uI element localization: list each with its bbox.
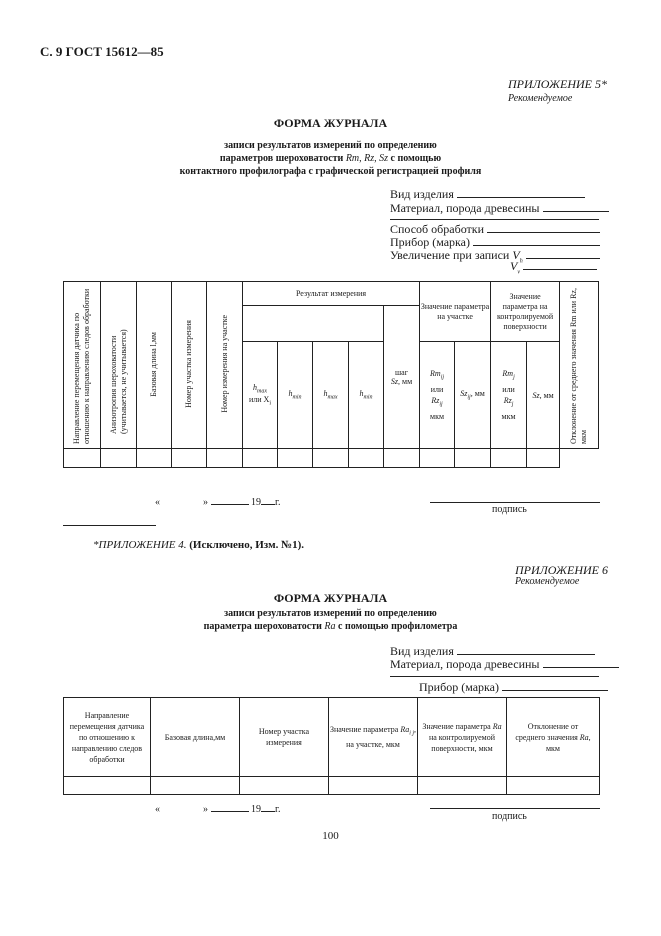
data-cell[interactable] bbox=[64, 449, 101, 468]
date6-year-line[interactable] bbox=[261, 800, 275, 812]
data-cell[interactable] bbox=[64, 777, 151, 795]
appendix6-date bbox=[155, 800, 280, 815]
appendix5-date bbox=[155, 493, 280, 508]
date-suffix: г. bbox=[275, 497, 281, 508]
field-device-label: Прибор (марка) bbox=[390, 235, 470, 249]
appendix5-label: ПРИЛОЖЕНИЕ 5* bbox=[508, 77, 607, 91]
field6-item-label: Вид изделия bbox=[390, 644, 454, 658]
col6-surf-a: Значение параметра bbox=[422, 721, 493, 731]
footnote-bold: (Исключено, Изм. №1). bbox=[189, 539, 305, 551]
rm-ij-text: Rm bbox=[430, 369, 441, 379]
step-sz: Sz bbox=[390, 377, 399, 386]
or1: или bbox=[430, 385, 444, 394]
data-cell[interactable] bbox=[384, 449, 420, 468]
field-material-line[interactable] bbox=[543, 200, 609, 212]
step-value bbox=[384, 377, 419, 386]
appendix5-subtitle-line1: записи результатов измерений по определению bbox=[224, 140, 437, 151]
hmin2-sub: min bbox=[363, 394, 373, 401]
hmax-h: h bbox=[253, 383, 257, 393]
field-item-line[interactable] bbox=[457, 186, 585, 198]
sz-ij-text: Sz bbox=[460, 389, 468, 399]
data-cell[interactable] bbox=[420, 449, 455, 468]
col-sz-ij bbox=[455, 342, 491, 449]
field6-device-line[interactable] bbox=[502, 679, 608, 691]
subtitle6-text-a: параметра шероховатости bbox=[203, 621, 325, 632]
col6-deviation bbox=[507, 698, 600, 777]
date6-quote-close: » bbox=[203, 804, 208, 815]
appendix5-status: Рекомендуемое bbox=[508, 93, 573, 104]
group-section-value: Значение параметра на участке bbox=[420, 282, 491, 342]
rz-j bbox=[491, 395, 526, 411]
rz-ij-text: Rz bbox=[431, 396, 440, 405]
data-cell[interactable] bbox=[240, 777, 329, 795]
rz-ij-sub: ij bbox=[439, 401, 443, 408]
hmax2-h: h bbox=[323, 389, 328, 399]
col6-sv-sub: i j bbox=[409, 730, 415, 737]
subtitle-params: Rm, Rz, Sz bbox=[345, 153, 389, 164]
rm-ij bbox=[420, 368, 454, 384]
col-measure-no bbox=[207, 282, 243, 449]
data-cell[interactable] bbox=[137, 449, 172, 468]
page-number: 100 bbox=[322, 830, 339, 842]
field-method-label: Способ обработки bbox=[390, 222, 485, 236]
col6-sv-b: , на участке, мкм bbox=[346, 724, 417, 750]
field-blank-line[interactable] bbox=[390, 219, 599, 220]
rm-ij-sub: ij bbox=[440, 375, 445, 381]
data-cell[interactable] bbox=[455, 449, 491, 468]
rz-ij bbox=[420, 395, 454, 411]
date6-year: 19 bbox=[251, 804, 261, 815]
rz-j-text: Rz bbox=[503, 396, 512, 405]
date-quote-open: « bbox=[155, 497, 160, 508]
data-cell[interactable] bbox=[527, 449, 560, 468]
col-hmin2 bbox=[349, 342, 384, 449]
appendix6-subtitle-line2 bbox=[0, 620, 661, 633]
rm-j bbox=[491, 368, 526, 384]
vv-letter: V bbox=[510, 259, 518, 273]
date6-suffix: г. bbox=[275, 804, 281, 815]
footnote bbox=[93, 539, 304, 551]
col-hmax2 bbox=[313, 342, 349, 449]
x-sub: i bbox=[269, 400, 271, 407]
field6-device-label: Прибор (марка) bbox=[419, 680, 499, 694]
col-sz bbox=[527, 342, 560, 449]
col6-base-length: Базовая длина,мм bbox=[151, 698, 240, 777]
date-year: 19 bbox=[251, 497, 261, 508]
col-anisotropy bbox=[101, 282, 137, 449]
col-anisotropy-text: Анизотропия шероховатости (учитывается, не учитывается) bbox=[108, 329, 128, 434]
or-x bbox=[243, 395, 277, 407]
step-unit: , мм bbox=[398, 377, 413, 386]
field6-item-line[interactable] bbox=[457, 643, 595, 655]
col6-sv-ra: Ra bbox=[400, 724, 410, 734]
appendix6-table bbox=[63, 697, 600, 795]
hmin2-h: h bbox=[359, 389, 364, 399]
mkm2: мкм bbox=[501, 411, 516, 421]
col6-dev-ra: Ra bbox=[579, 732, 589, 742]
result-subheader bbox=[243, 306, 384, 342]
field-vv[interactable] bbox=[510, 258, 597, 275]
col-measure-no-text: Номер измерения на участке bbox=[219, 315, 229, 413]
footnote-italic: *ПРИЛОЖЕНИЕ 4. bbox=[93, 539, 187, 551]
data-cell[interactable] bbox=[172, 449, 207, 468]
col-section-no-text: Номер участка измерения bbox=[184, 320, 193, 408]
appendix5-signature-line[interactable] bbox=[430, 502, 600, 503]
appendix5-table bbox=[63, 281, 599, 468]
data-cell[interactable] bbox=[329, 777, 418, 795]
col6-dev-a: Отклонение от среднего значения bbox=[515, 721, 580, 742]
appendix6-label: ПРИЛОЖЕНИЕ 6 bbox=[515, 563, 608, 577]
subtitle-text-a: параметров шероховатости bbox=[219, 153, 346, 164]
field6-material-label: Материал, порода древесины bbox=[390, 657, 540, 671]
col6-section-no: Номер участка измерения bbox=[240, 698, 329, 777]
data-cell[interactable] bbox=[207, 449, 243, 468]
col6-direction: Направление перемещения датчика по отношению к направлению следов обработки bbox=[64, 698, 151, 777]
appendix5-subtitle bbox=[0, 139, 661, 178]
col-direction-text: Направление перемещения датчика по отношению к направлению следов обработки bbox=[72, 288, 91, 444]
data-cell[interactable] bbox=[243, 449, 278, 468]
field6-blank-line[interactable] bbox=[390, 676, 599, 677]
col6-section-value bbox=[329, 698, 418, 777]
appendix5-signature-label: подпись bbox=[492, 504, 527, 515]
sz-text: Sz bbox=[532, 390, 540, 400]
col-direction bbox=[64, 282, 101, 449]
appendix6-signature-label: подпись bbox=[492, 811, 527, 822]
col-hmin bbox=[278, 342, 313, 449]
subtitle6-param: Ra bbox=[324, 621, 336, 632]
col-rm-j bbox=[491, 342, 527, 449]
date6-day-space bbox=[163, 801, 201, 812]
field6-device[interactable] bbox=[419, 679, 608, 695]
appendix6-subtitle-line1: записи результатов измерений по определению bbox=[224, 608, 437, 619]
appendix5-title: ФОРМА ЖУРНАЛА bbox=[273, 116, 388, 130]
subtitle-text-b: с помощью bbox=[388, 153, 442, 164]
vv-symbol bbox=[510, 259, 521, 276]
col-section-no bbox=[172, 282, 207, 449]
field6-material-line[interactable] bbox=[543, 656, 619, 668]
field-method-line[interactable] bbox=[487, 221, 600, 233]
vh-letter: V bbox=[512, 248, 520, 262]
step-label: шаг bbox=[395, 368, 409, 377]
rm-j-text: Rm bbox=[502, 369, 514, 379]
date6-quote-open: « bbox=[155, 804, 160, 815]
footnote-separator bbox=[63, 525, 156, 526]
data-cell[interactable] bbox=[101, 449, 137, 468]
data-cell[interactable] bbox=[151, 777, 240, 795]
col6-surface-value bbox=[418, 698, 507, 777]
appendix6-subtitle bbox=[0, 607, 661, 633]
appendix6-status: Рекомендуемое bbox=[515, 576, 580, 587]
date-year-line[interactable] bbox=[261, 493, 275, 505]
rz-j-sub: j bbox=[511, 401, 514, 408]
appendix6-title: ФОРМА ЖУРНАЛА bbox=[273, 591, 388, 605]
appendix5-subtitle-line3: контактного профилографа с графической регистрацией профиля bbox=[179, 166, 482, 177]
group-surface-value: Значение параметра на контролируемой поверхности bbox=[491, 282, 560, 342]
col-base-length bbox=[137, 282, 172, 449]
col-step bbox=[384, 306, 420, 449]
col6-dev-b: , мкм bbox=[545, 732, 591, 753]
field-material-label: Материал, порода древесины bbox=[390, 201, 540, 215]
mkm1: мкм bbox=[430, 411, 445, 421]
hmin-sub: min bbox=[292, 394, 302, 401]
field-material[interactable] bbox=[390, 200, 609, 216]
data-cell[interactable] bbox=[349, 449, 384, 468]
subtitle6-text-b: с помощью профилометра bbox=[335, 621, 458, 632]
col6-surf-b: на контролируемой поверхности, мкм bbox=[428, 732, 496, 753]
field-item-label: Вид изделия bbox=[390, 187, 454, 201]
col-deviation bbox=[560, 282, 599, 449]
date-day-space bbox=[163, 494, 201, 505]
data-cell[interactable] bbox=[491, 449, 527, 468]
field-vv-line[interactable] bbox=[523, 258, 597, 270]
date-quote-close: » bbox=[203, 497, 208, 508]
hmax-sub: max bbox=[257, 389, 267, 395]
or-x-text: или X bbox=[248, 395, 270, 404]
group-result: Результат измерения bbox=[243, 282, 420, 306]
col6-sv-a: Значение параметра bbox=[329, 724, 401, 734]
col6-surf-ra: Ra bbox=[492, 721, 502, 731]
data-cell[interactable] bbox=[418, 777, 507, 795]
hmax-label bbox=[243, 383, 277, 395]
date6-month-line[interactable] bbox=[211, 800, 249, 812]
col-base-length-text: Базовая длина l,мм bbox=[149, 331, 158, 397]
or2: или bbox=[502, 385, 515, 394]
page-header: С. 9 ГОСТ 15612—85 bbox=[40, 44, 164, 59]
date-month-line[interactable] bbox=[211, 493, 249, 505]
field-device-line[interactable] bbox=[473, 234, 600, 246]
field6-material[interactable] bbox=[390, 656, 619, 672]
col-hmax-x bbox=[243, 342, 278, 449]
appendix5-subtitle-line2 bbox=[0, 152, 661, 165]
data-cell[interactable] bbox=[278, 449, 313, 468]
sz-ij-sub: ij bbox=[467, 394, 471, 401]
col-deviation-text: Отклонение от среднего значения Rm или Rz, мкм bbox=[569, 288, 589, 444]
sz-unit: , мм bbox=[539, 390, 554, 400]
data-cell[interactable] bbox=[313, 449, 349, 468]
appendix6-signature-line[interactable] bbox=[430, 808, 600, 809]
col-rm-ij bbox=[420, 342, 455, 449]
vv-sub: v bbox=[517, 269, 521, 276]
sz-ij-unit: , мм bbox=[470, 389, 485, 399]
rm-j-sub: j bbox=[513, 375, 515, 381]
field-magnification-label: Увеличение при записи bbox=[390, 248, 510, 262]
hmin-h: h bbox=[288, 389, 293, 399]
vh-sub: h bbox=[519, 258, 523, 265]
hmax2-sub: max bbox=[327, 394, 338, 401]
data-cell[interactable] bbox=[507, 777, 600, 795]
